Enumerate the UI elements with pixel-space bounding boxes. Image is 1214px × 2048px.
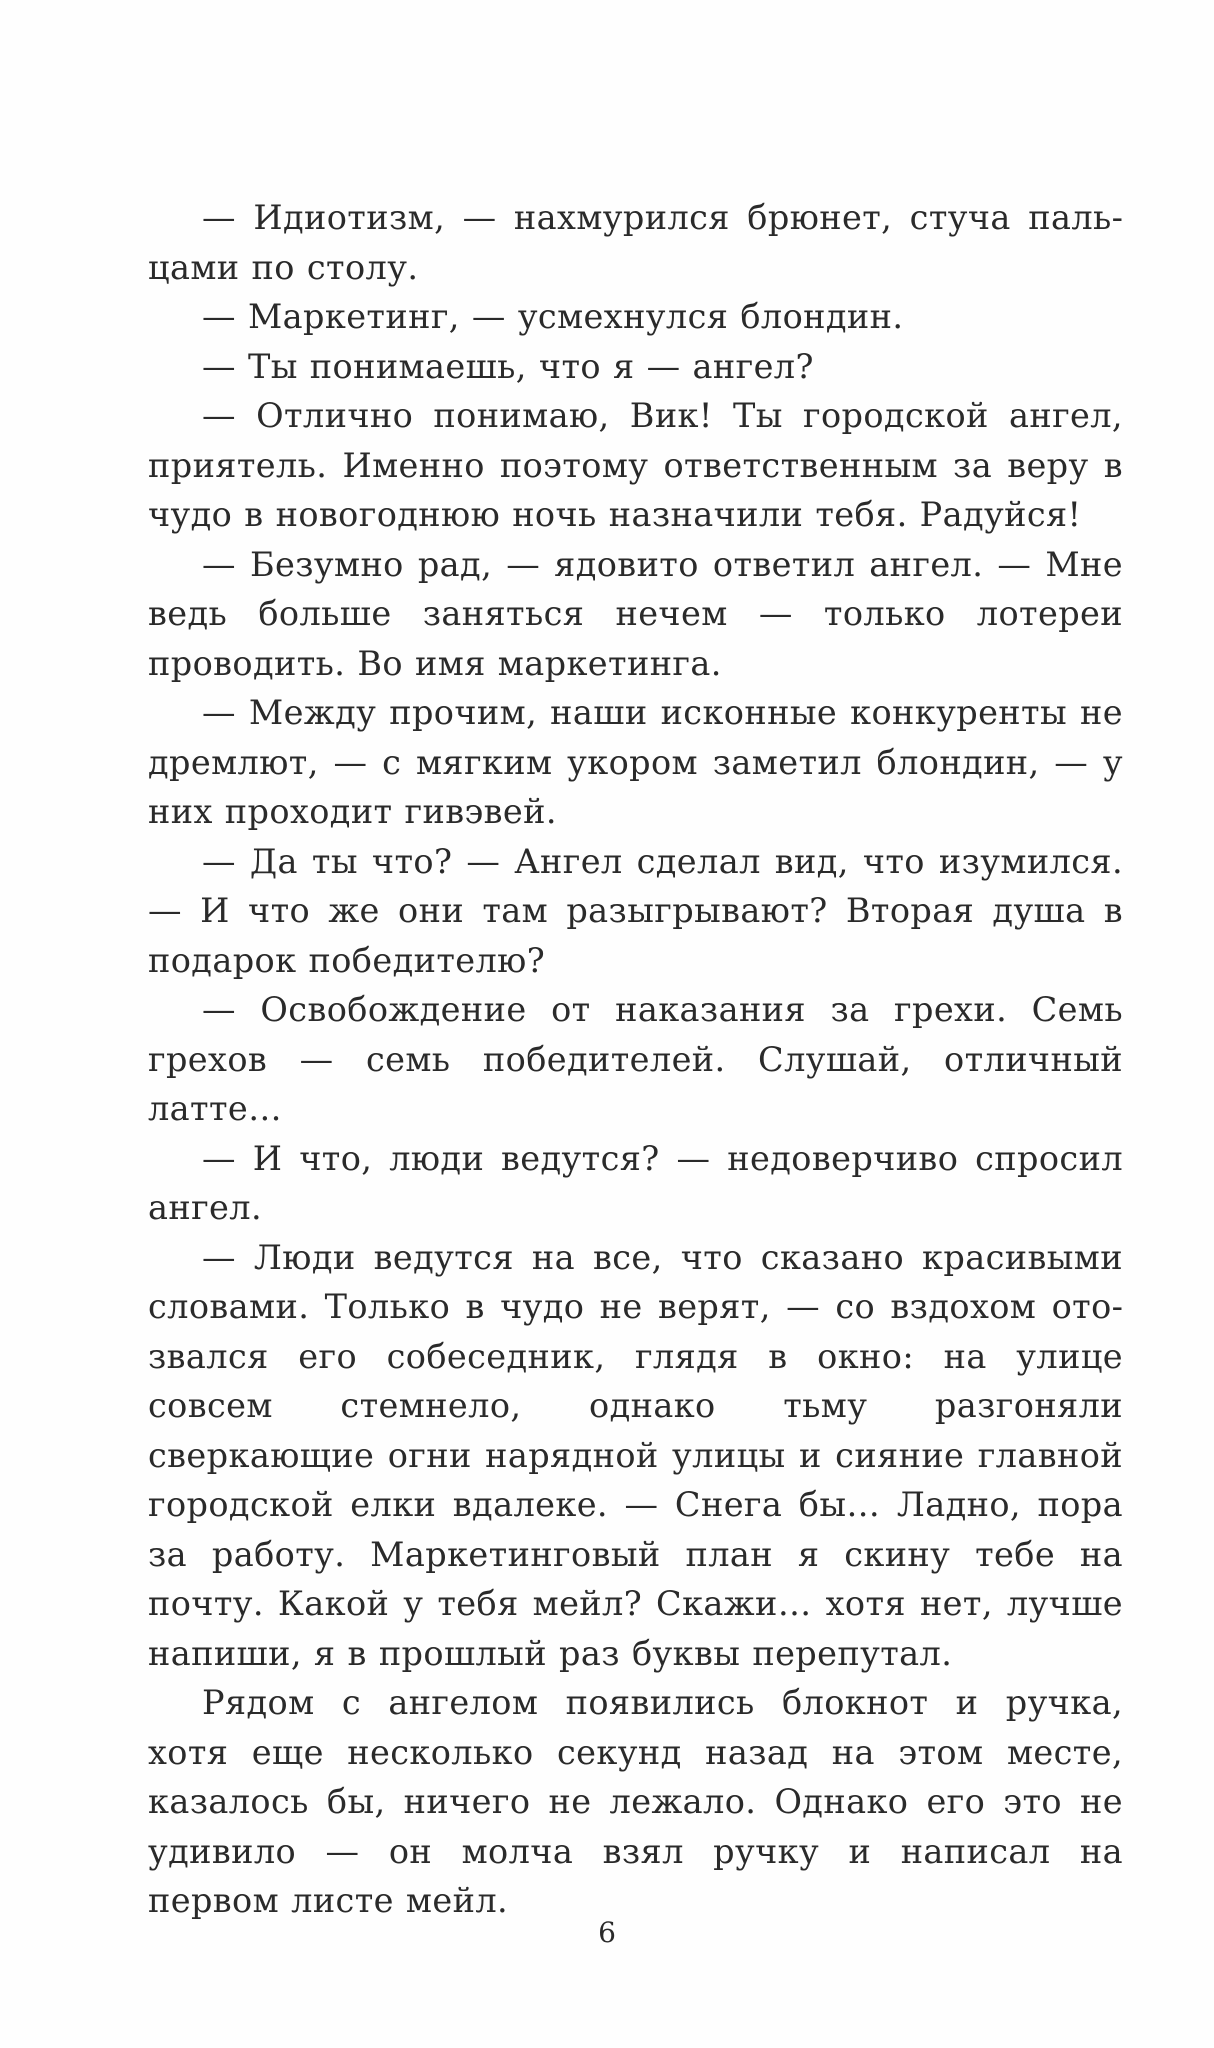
paragraph: — Между прочим, наши исконные конкуренты не дремлют, — с мягким укором заметил блондин, — у них проходит гивэвей. xyxy=(148,693,1123,831)
paragraph: — Да ты что? — Ангел сделал вид, что изумился. — И что же они там разыгрывают? Вторая душа в подарок победителю? xyxy=(148,841,1123,980)
paragraph: — И что, люди ведутся? — недоверчиво спросил ангел. xyxy=(148,1138,1123,1227)
paragraph: — Безумно рад, — ядовито ответил ангел. — Мне ведь больше заняться нечем — только лотереи проводить. Во имя маркетинга. xyxy=(148,544,1123,683)
page-number: 6 xyxy=(598,1916,616,1949)
paragraph: — Освобождение от наказания за грехи. Семь грехов — семь победителей. Слушай, отличный латте… xyxy=(148,990,1123,1128)
paragraph: — Отлично понимаю, Вик! Ты городской ангел, приятель. Именно поэтому ответственным за веру в чудо в новогоднюю ночь назначили тебя. Радуйся! xyxy=(148,396,1123,534)
paragraph: — Маркетинг, — усмехнулся блондин. xyxy=(202,297,904,336)
paragraph: Рядом с ангелом появились блокнот и ручка, хотя еще несколько секунд назад на этом месте, казалось бы, ничего не лежало. Однако его это не удивило — он молча взял ручку и написал на первом листе мейл. xyxy=(148,1683,1123,1920)
paragraph: — Люди ведутся на все, что сказано красивыми словами. Только в чудо не верят, — со вздохом отозвался его собеседник, глядя в окно: на улице совсем стемнело, однако тьму разгоняли сверкающие огни нарядной улицы и сияние главной городской елки вдалеке. — Снега бы… Ладно, пора за работу. Маркетинговый план я скину тебе на почту. Какой у тебя мейл? Скажи… хотя нет, лучше напиши, я в прошлый раз буквы перепутал. xyxy=(148,1237,1123,1673)
body-text xyxy=(148,193,1123,1926)
paragraph: — Идиотизм, — нахмурился брюнет, стуча пальцами по столу. xyxy=(148,198,1123,287)
paragraph: — Ты понимаешь, что я — ангел? xyxy=(202,346,814,386)
